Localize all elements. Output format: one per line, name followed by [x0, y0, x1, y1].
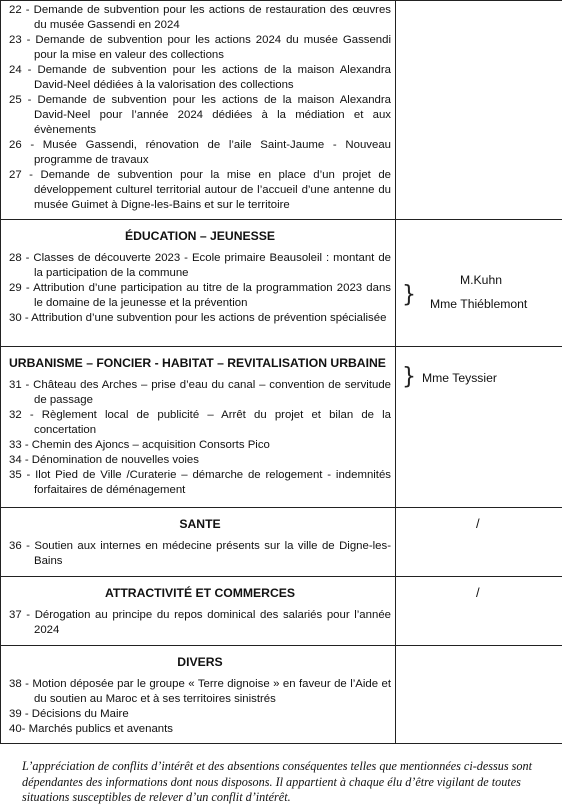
list-item: 27 - Demande de subvention pour la mise en place d’un projet de développement culturel territorial autour de l’accueil d’une antenne du musée Guimet à Digne-les-Bains et sur le territoire — [9, 168, 391, 213]
section-title: DIVERS — [9, 654, 391, 670]
table-row — [1, 1, 562, 220]
reporter-cell — [396, 646, 562, 744]
list-item: 22 - Demande de subvention pour les actions de restauration des œuvres du musée Gassendi en 2024 — [9, 3, 391, 33]
section-title: ÉDUCATION – JEUNESSE — [9, 228, 391, 244]
reporter-name: Mme Teyssier — [422, 371, 497, 386]
list-item: 23 - Demande de subvention pour les actions 2024 du musée Gassendi pour la mise en valeur des collections — [9, 33, 391, 63]
items-cell — [1, 220, 396, 347]
conflict-of-interest-note: L’appréciation de conflits d’intérêt et des absentions conséquentes telles que mentionnées ci-dessus sont dépendantes des informations dont nous disposons. Il appartient à chaque élu d’être vigilant de toutes situations susceptibles de relever d’un conflit d’intérêt. — [22, 759, 542, 806]
list-item: 36 - Soutien aux internes en médecine présents sur la ville de Digne-les-Bains — [9, 539, 391, 569]
list-item: 40- Marchés publics et avenants — [9, 722, 391, 737]
brace-icon: } — [402, 283, 416, 306]
reporter-cell — [396, 508, 562, 577]
table-row — [1, 220, 562, 347]
items-cell — [1, 347, 396, 508]
list-item: 33 - Chemin des Ajoncs – acquisition Consorts Pico — [9, 438, 391, 453]
list-item: 35 - Ilot Pied de Ville /Curaterie – démarche de relogement - indemnités forfaitaires de déménagement — [9, 468, 391, 498]
section-title: SANTE — [9, 516, 391, 532]
section-title: ATTRACTIVITÉ ET COMMERCES — [9, 585, 391, 601]
list-item: 38 - Motion déposée par le groupe « Terre dignoise » en faveur de l’Aide et du soutien au Maroc et à ses territoires sinistrés — [9, 677, 391, 707]
items-cell — [1, 577, 396, 646]
no-reporter-mark: / — [476, 516, 480, 531]
list-item: 29 - Attribution d’une participation au titre de la programmation 2023 dans le domaine de la jeunesse et la prévention — [9, 281, 391, 311]
reporter-cell — [396, 577, 562, 646]
items-cell — [1, 1, 396, 220]
items-cell — [1, 508, 396, 577]
table-row — [1, 508, 562, 577]
table-row — [1, 347, 562, 508]
list-item: 32 - Règlement local de publicité – Arrêt du projet et bilan de la concertation — [9, 408, 391, 438]
list-item: 26 - Musée Gassendi, rénovation de l’aile Saint-Jaume - Nouveau programme de travaux — [9, 138, 391, 168]
reporter-cell — [396, 1, 562, 220]
reporter-cell — [396, 347, 562, 508]
list-item: 30 - Attribution d’une subvention pour les actions de prévention spécialisée — [9, 311, 391, 326]
brace-icon: } — [402, 365, 416, 388]
list-item: 39 - Décisions du Maire — [9, 707, 391, 722]
table-row — [1, 577, 562, 646]
items-cell — [1, 646, 396, 744]
list-item: 37 - Dérogation au principe du repos dominical des salariés pour l’année 2024 — [9, 608, 391, 638]
reporter-cell — [396, 220, 562, 347]
list-item: 24 - Demande de subvention pour les actions de la maison Alexandra David-Neel dédiées à la valorisation des collections — [9, 63, 391, 93]
reporter-name: M.Kuhn — [460, 273, 502, 288]
list-item: 31 - Château des Arches – prise d’eau du canal – convention de servitude de passage — [9, 378, 391, 408]
list-item: 34 - Dénomination de nouvelles voies — [9, 453, 391, 468]
section-title: URBANISME – FONCIER - HABITAT – REVITALISATION URBAINE — [9, 355, 391, 371]
no-reporter-mark: / — [476, 585, 480, 600]
reporter-name: Mme Thiéblemont — [430, 297, 527, 312]
list-item: 28 - Classes de découverte 2023 - Ecole primaire Beausoleil : montant de la participation de la commune — [9, 251, 391, 281]
list-item: 25 - Demande de subvention pour les actions de la maison Alexandra David-Neel pour l’année 2024 dédiées à la médiation et aux évènements — [9, 93, 391, 138]
table-row — [1, 646, 562, 744]
